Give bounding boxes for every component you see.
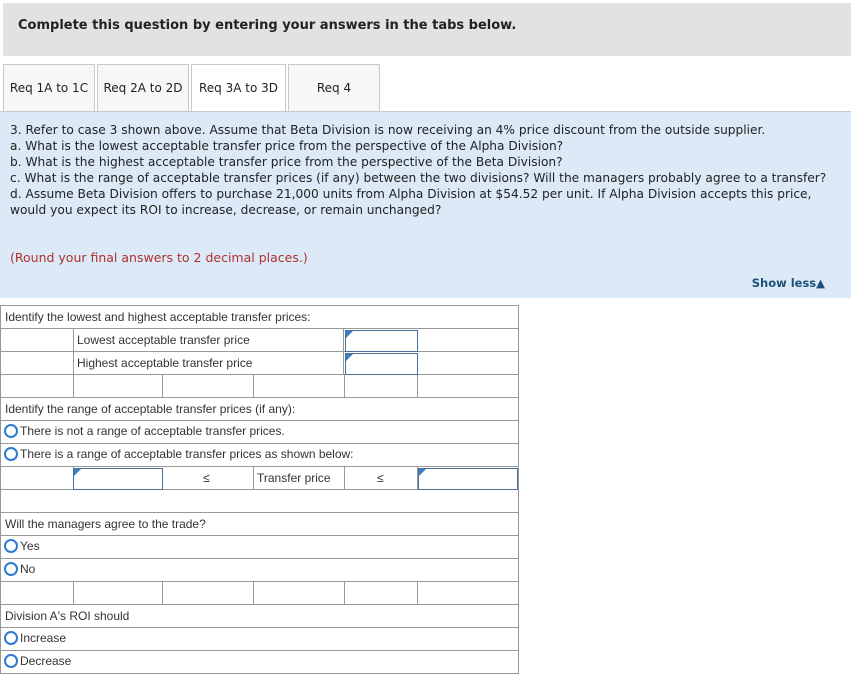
range-min-input[interactable] [73,468,163,490]
grid-cell [163,375,254,397]
question-a: a. What is the lowest acceptable transfer price from the perspective of the Alpha Division? [10,139,564,153]
grid-cell [345,582,418,604]
tab-req-4[interactable]: Req 4 [288,64,380,112]
yes-label: Yes [20,539,40,553]
grid-row-no[interactable] [1,559,518,582]
no-range-label: There is not a range of acceptable transfer prices. [20,424,285,438]
grid-cell [1,467,74,489]
grid-cell [163,582,254,604]
question-text [10,122,840,218]
question-intro: 3. Refer to case 3 shown above. Assume that Beta Division is now receiving an 4% price discount from the outside supplier. [10,123,766,137]
grid-cell [345,467,418,489]
grid-cell [254,582,345,604]
grid-row-identify [1,306,518,329]
grid-cell [254,467,345,489]
grid-cell [1,329,74,351]
radio-icon[interactable] [4,539,18,553]
roi-label: Division A's ROI should [5,609,130,623]
question-panel [0,112,851,298]
radio-icon[interactable] [4,631,18,645]
grid-cell [254,375,345,397]
radio-icon[interactable] [4,447,18,461]
highest-price-input[interactable] [345,353,418,375]
agree-label: Will the managers agree to the trade? [5,517,206,531]
grid-cell [74,329,344,351]
grid-cell [345,375,418,397]
grid-cell [74,352,344,374]
instruction-text: Complete this question by entering your answers in the tabs below. [18,18,517,33]
grid-row-yes-range[interactable] [1,444,518,467]
grid-row-range-label [1,398,518,421]
lowest-price-input[interactable] [345,330,418,352]
increase-label: Increase [20,631,67,645]
highest-label: Highest acceptable transfer price [77,356,253,370]
yes-range-option[interactable] [4,447,354,461]
grid-row-no-range[interactable] [1,421,518,444]
grid-row-roi-label [1,605,518,628]
yes-option[interactable] [4,539,40,553]
grid-row-range-inputs [1,467,518,490]
grid-row-highest [1,352,518,375]
grid-row-spacer [1,490,518,513]
identify-label: Identify the lowest and highest acceptable transfer prices: [5,310,311,324]
radio-icon[interactable] [4,424,18,438]
tab-req-1a-1c[interactable]: Req 1A to 1C [3,64,95,112]
grid-cell [1,582,74,604]
yes-range-label: There is a range of acceptable transfer prices as shown below: [20,447,354,461]
grid-row-yes[interactable] [1,536,518,559]
grid-row-increase[interactable] [1,628,518,651]
grid-cell [74,582,163,604]
no-label: No [20,562,36,576]
rounding-note: (Round your final answers to 2 decimal places.) [10,250,308,265]
tab-req-3a-3d[interactable]: Req 3A to 3D [191,64,286,112]
grid-cell [74,375,163,397]
answer-grid [0,305,519,674]
transfer-price-label: Transfer price [257,471,331,485]
grid-row-decrease[interactable] [1,651,518,674]
increase-option[interactable] [4,631,66,645]
no-option[interactable] [4,562,35,576]
grid-cell [1,375,74,397]
grid-row-spacer [1,582,518,605]
grid-cell [163,467,254,489]
instruction-bar [3,3,851,56]
range-label: Identify the range of acceptable transfer prices (if any): [5,402,296,416]
question-d: d. Assume Beta Division offers to purchase 21,000 units from Alpha Division at $54.52 per unit. If Alpha Division accepts this price, would you expect its ROI to increase, decrease, or remain unchanged? [10,187,812,217]
leq-symbol-2: ≤ [377,471,384,485]
requirement-tabs [0,64,851,112]
grid-row-spacer [1,375,518,398]
radio-icon[interactable] [4,654,18,668]
question-b: b. What is the highest acceptable transfer price from the perspective of the Beta Division? [10,155,563,169]
decrease-option[interactable] [4,654,71,668]
tab-req-2a-2d[interactable]: Req 2A to 2D [97,64,189,112]
grid-cell [1,352,74,374]
question-c: c. What is the range of acceptable transfer prices (if any) between the two divisions? Will the managers probably agree to a transfer? [10,171,827,185]
leq-symbol-1: ≤ [203,471,210,485]
no-range-option[interactable] [4,424,285,438]
grid-row-lowest [1,329,518,352]
grid-row-agree-label [1,513,518,536]
show-less-link[interactable]: Show less▲ [751,276,825,290]
decrease-label: Decrease [20,654,72,668]
lowest-label: Lowest acceptable transfer price [77,333,250,347]
range-max-input[interactable] [418,468,518,490]
radio-icon[interactable] [4,562,18,576]
